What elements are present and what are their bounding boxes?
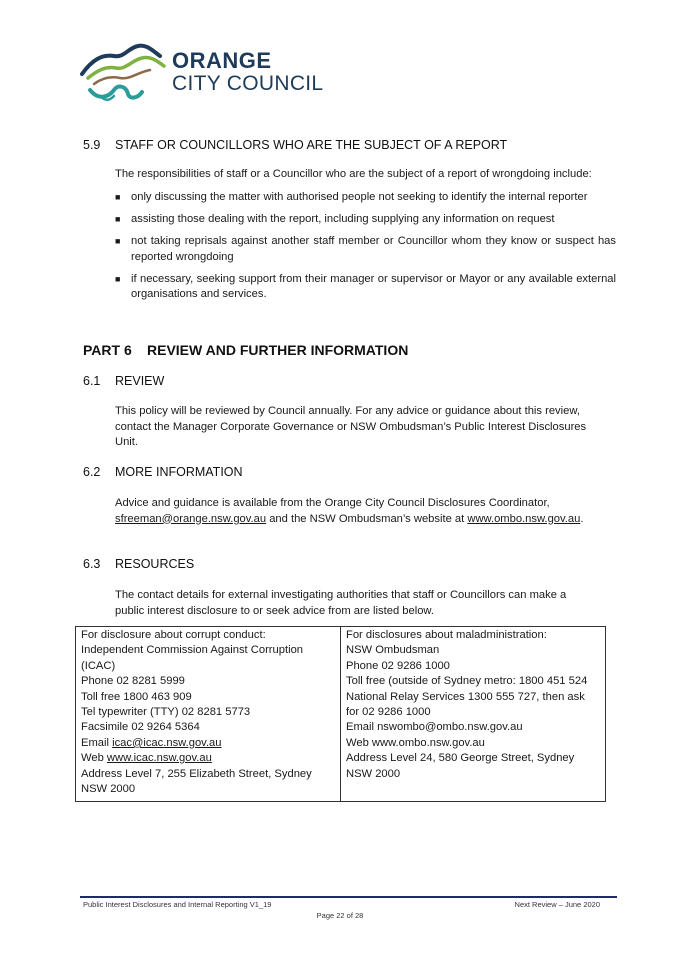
- phone: Phone 02 9286 1000: [346, 659, 450, 672]
- body-text: Advice and guidance is available from the Orange City Council Disclosures Coordinator,: [115, 497, 550, 509]
- list-item: ■ not taking reprisals against another staff member or Councillor whom they know or suspect has reported wrongdoing: [115, 235, 616, 263]
- address: Address Level 7, 255 Elizabeth Street, Sydney NSW 2000: [81, 767, 312, 796]
- logo-text-orange: ORANGE: [172, 48, 272, 73]
- orange-city-council-logo: [80, 40, 340, 104]
- section-title: MORE INFORMATION: [115, 465, 243, 479]
- address: Address Level 24, 580 George Street, Sydney NSW 2000: [346, 752, 575, 780]
- part-title: REVIEW AND FURTHER INFORMATION: [147, 342, 409, 358]
- part-6-heading: [83, 342, 623, 360]
- bullet-icon: ■: [115, 236, 121, 246]
- list-item: ■ if necessary, seeking support from their manager or supervisor or Mayor or any available external organisations and services.: [115, 272, 616, 300]
- org-name: Independent Commission Against Corruption (ICAC): [81, 644, 304, 672]
- tty: Tel typewriter (TTY) 02 8281 5773: [81, 706, 251, 719]
- bullet-icon: ■: [115, 192, 121, 202]
- icac-contact-cell: [76, 627, 341, 802]
- list-item: ■ only discussing the matter with authorised people not seeking to identify the internal reporter: [115, 190, 616, 206]
- list-item: ■ assisting those dealing with the report, including supplying any information on request: [115, 212, 616, 228]
- contacts-table: [75, 626, 606, 802]
- ombudsman-contact-cell: [341, 627, 606, 802]
- footer-page-number: Page 22 of 28: [316, 911, 364, 920]
- icac-email-link[interactable]: icac@icac.nsw.gov.au: [112, 736, 222, 749]
- toll-free: Toll free (outside of Sydney metro: 1800 451 524: [346, 675, 588, 688]
- section-5-9-bullet-list: [115, 190, 616, 309]
- section-5-9-heading: [83, 138, 623, 154]
- email-line: Email icac@icac.nsw.gov.au: [81, 736, 222, 749]
- web-line: Web www.icac.nsw.gov.au: [81, 752, 212, 765]
- ombudsman-website-link[interactable]: www.ombo.nsw.gov.au: [467, 512, 581, 525]
- logo-mountain-icon: [80, 40, 170, 104]
- cell-heading: For disclosures about maladministration:: [346, 629, 547, 641]
- section-number: 6.1: [83, 374, 101, 388]
- email-line: Email nswombo@ombo.nsw.gov.au: [346, 721, 523, 734]
- section-6-2-body: [115, 496, 615, 527]
- section-6-1-heading: [83, 374, 623, 390]
- part-label: PART 6: [83, 342, 132, 358]
- bullet-icon: ■: [115, 273, 121, 284]
- section-6-2-heading: [83, 465, 623, 481]
- table-row: [76, 627, 606, 802]
- section-6-3-body: The contact details for external investigating authorities that staff or Councillors can make a public interest disclosure to or seek advice from are listed below.: [115, 589, 567, 617]
- body-text: and the NSW Ombudsman’s website at: [266, 512, 468, 525]
- icac-website-link[interactable]: www.icac.nsw.gov.au: [106, 752, 212, 765]
- footer-next-review: Next Review – June 2020: [514, 900, 600, 909]
- bullet-icon: ■: [115, 214, 121, 224]
- cell-heading: For disclosure about corrupt conduct:: [81, 629, 266, 641]
- footer-document-title: Public Interest Disclosures and Internal Reporting V1_19: [83, 900, 272, 909]
- coordinator-email-link[interactable]: sfreeman@orange.nsw.gov.au: [115, 512, 267, 525]
- section-title: STAFF OR COUNCILLORS WHO ARE THE SUBJECT OF A REPORT: [115, 138, 508, 152]
- section-number: 6.3: [83, 557, 101, 571]
- org-name: NSW Ombudsman: [346, 644, 440, 657]
- body-text: .: [580, 512, 584, 525]
- section-5-9-intro: The responsibilities of staff or a Councillor who are the subject of a report of wrongdoing include:: [115, 168, 592, 180]
- section-title: RESOURCES: [115, 557, 195, 571]
- web-line: Web www.ombo.nsw.gov.au: [346, 736, 485, 749]
- section-number: 5.9: [83, 138, 101, 152]
- fax: Facsimile 02 9264 5364: [81, 721, 200, 734]
- logo-text-city-council: CITY COUNCIL: [172, 72, 324, 95]
- section-6-3-heading: [83, 557, 623, 573]
- section-title: REVIEW: [115, 374, 165, 388]
- relay: National Relay Services 1300 555 727, then ask for 02 9286 1000: [346, 690, 585, 719]
- section-6-1-body: This policy will be reviewed by Council annually. For any advice or guidance about this review, contact the Manager Corporate Governance or NSW Ombudsman’s Public Interest Disclosures Unit.: [115, 405, 587, 448]
- phone: Phone 02 8281 5999: [81, 675, 185, 688]
- section-number: 6.2: [83, 465, 101, 479]
- footer-divider: [80, 896, 617, 898]
- toll-free: Toll free 1800 463 909: [81, 690, 192, 703]
